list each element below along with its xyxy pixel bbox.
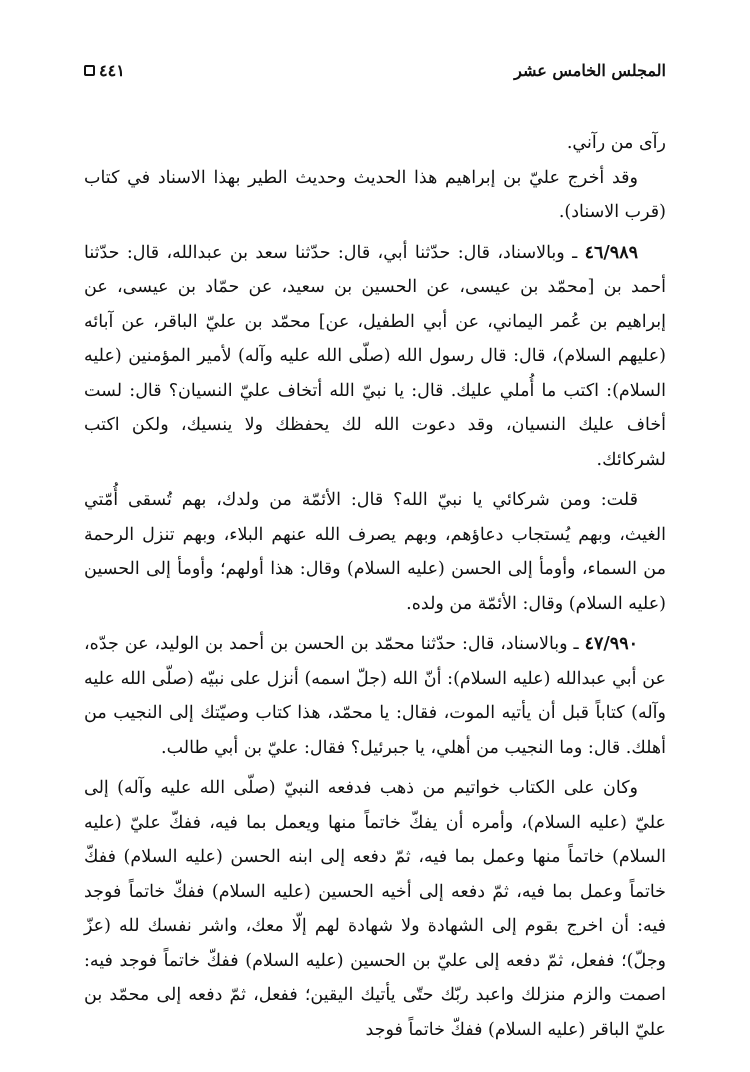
paragraph <box>84 126 666 161</box>
page-body <box>84 126 666 1047</box>
paragraph-text: ـ وبالاسناد، قال: حدّثنا محمّد بن الحسن بن أحمد بن الوليد، عن جدّه، عن أبي عبدالله (عليه السلام): أنّ الله (جلّ اسمه) أنزل على نبيّه (صلّى الله عليه وآله) كتاباً قبل أن يأتيه الموت، فقال: يا محمّد، هذا كتاب وصيّتك إلى النجيب من أهلك. قال: وما النجيب من أهلي، يا جبرئيل؟ فقال: عليّ بن أبي طالب. <box>84 634 666 758</box>
paragraph-text: رآى من رآني. <box>566 133 666 153</box>
page-number-text: ٤٤١ <box>99 60 125 80</box>
page-box-icon <box>84 65 95 76</box>
page-number <box>84 61 125 80</box>
paragraph <box>84 483 666 621</box>
paragraph <box>84 161 666 230</box>
hadith-paragraph <box>84 627 666 765</box>
paragraph-text: ـ وبالاسناد، قال: حدّثنا أبي، قال: حدّثنا سعد بن عبدالله، قال: حدّثنا أحمد بن [محمّد بن عيسى، عن الحسين بن سعيد، عن حمّاد بن عيسى، عن إبراهيم بن عُمر اليماني، عن أبي الطفيل، عن] محمّد بن عليّ الباقر، عن آبائه (عليهم السلام)، قال: قال رسول الله (صلّى الله عليه وآله) لأمير المؤمنين (عليه السلام): اكتب ما أُملي عليك. قال: يا نبيّ الله أتخاف عليّ النسيان؟ قال: لست أخاف عليك النسيان، وقد دعوت الله لك يحفظك ولا ينسيك، ولكن اكتب لشركائك. <box>84 242 666 470</box>
hadith-number: ٤٧/٩٩٠ <box>584 634 638 654</box>
hadith-number: ٤٦/٩٨٩ <box>584 242 638 263</box>
hadith-paragraph <box>84 236 666 478</box>
paragraph-text: وقد أخرج عليّ بن إبراهيم هذا الحديث وحديث الطير بهذا الاسناد في كتاب (قرب الاسناد). <box>84 167 666 222</box>
chapter-title: المجلس الخامس عشر <box>514 60 666 80</box>
paragraph-text: قلت: ومن شركائي يا نبيّ الله؟ قال: الأئمّة من ولدك، بهم تُسقى أُمّتي الغيث، وبهم يُستجاب دعاؤهم، وبهم يصرف الله عنهم البلاء، وبهم تنزل الرحمة من السماء، وأومأ إلى الحسن (عليه السلام) وقال: هذا أولهم؛ وأومأ إلى الحسين (عليه السلام) وقال: الأئمّة من ولده. <box>84 490 666 614</box>
paragraph <box>84 771 666 1047</box>
page-header <box>84 56 666 84</box>
paragraph-text: وكان على الكتاب خواتيم من ذهب فدفعه النبيّ (صلّى الله عليه وآله) إلى عليّ (عليه السلام)، وأمره أن يفكّ خاتماً منها ويعمل بما فيه، ففكّ عليّ (عليه السلام) خاتماً منها وعمل بما فيه، ثمّ دفعه إلى ابنه الحسن (عليه السلام) ففكّ خاتماً وعمل بما فيه، ثمّ دفعه إلى أخيه الحسين (عليه السلام) ففكّ خاتماً فوجد فيه: أن اخرج بقوم إلى الشهادة ولا شهادة لهم إلّا معك، واشر نفسك لله (عزّ وجلّ)؛ ففعل، ثمّ دفعه إلى عليّ بن الحسين (عليه السلام) ففكّ خاتماً فوجد فيه: اصمت والزم منزلك واعبد ربّك حتّى يأتيك اليقين؛ ففعل، ثمّ دفعه إلى محمّد بن عليّ الباقر (عليه السلام) ففكّ خاتماً فوجد <box>84 778 666 1040</box>
